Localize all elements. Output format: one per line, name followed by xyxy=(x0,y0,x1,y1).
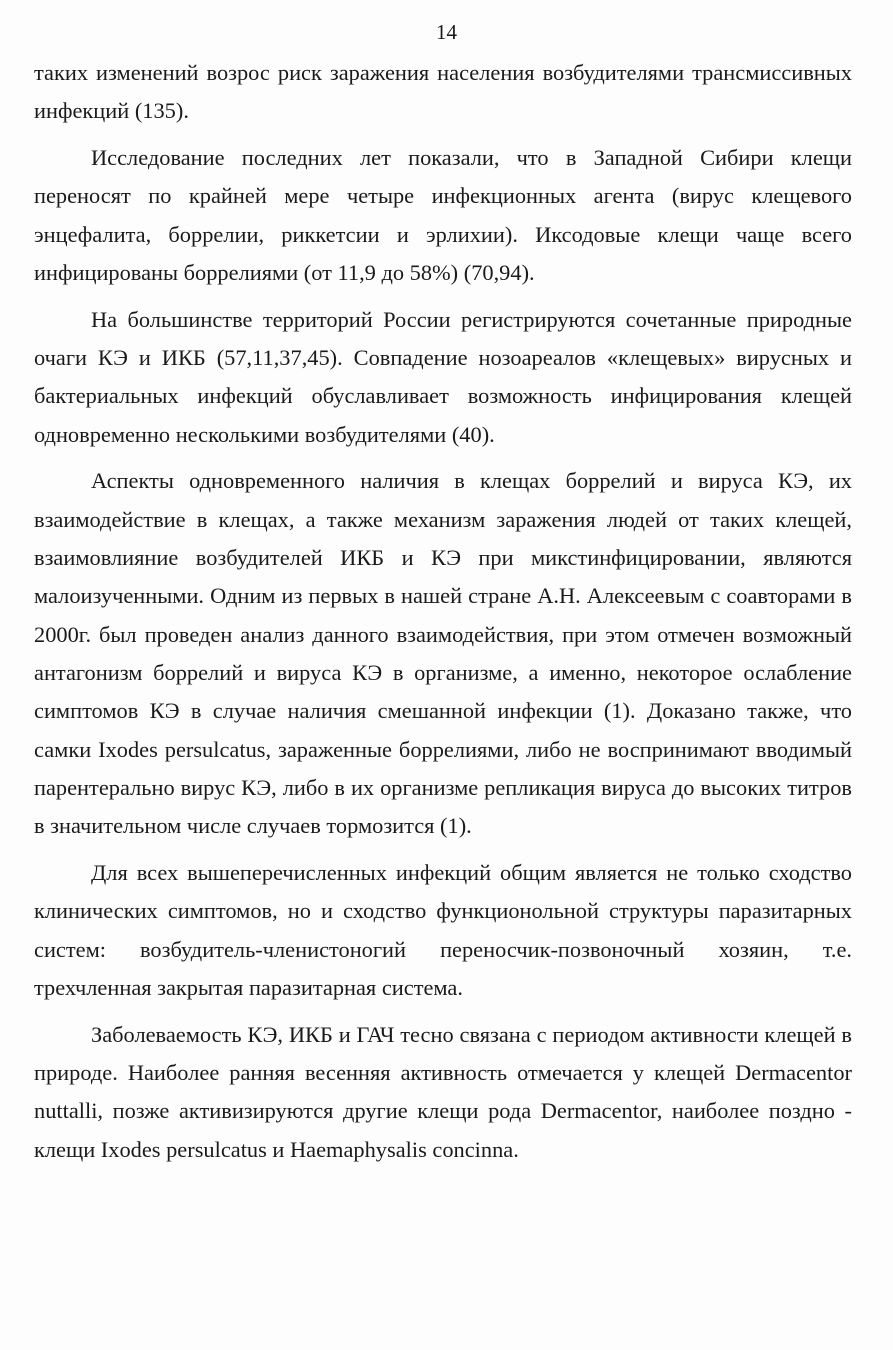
paragraph-tick-activity: Заболеваемость КЭ, ИКБ и ГАЧ тесно связана с периодом активности клещей в природе. Наиболее ранняя весенняя активность отмечается у клещей Dermacentor nuttalli, позже активизируются другие клещи рода Dermacentor, наиболее поздно - клещи Ixodes persulcatus и Haemaphysalis concinna. xyxy=(34,1021,852,1162)
paragraph-combined-foci: На большинстве территорий России регистрируются сочетанные природные очаги КЭ и ИКБ (57,11,37,45). Совпадение нозоареалов «клещевых» вирусных и бактериальных инфекций обуславливает возможность инфицирования клещей одновременно несколькими возбудителями (40). xyxy=(34,306,852,447)
page-number: 14 xyxy=(436,20,457,44)
paragraph-infectious-agents: Исследование последних лет показали, что в Западной Сибири клещи переносят по крайней мере четыре инфекционных агента (вирус клещевого энцефалита, боррелии, риккетсии и эрлихии). Иксодовые клещи чаще всего инфицированы боррелиями (от 11,9 до 58%) (70,94). xyxy=(34,145,852,285)
paragraph-continuation: таких изменений возрос риск заражения населения возбудителями трансмиссивных инфекций (135). xyxy=(34,60,852,124)
paragraph-mixed-infection: Аспекты одновременного наличия в клещах боррелий и вируса КЭ, их взаимодействие в клещах, а также механизм заражения людей от таких клещей, взаимовлияние возбудителей ИКБ и КЭ при микстинфицировании, являются малоизученными. Одним из первых в нашей стране А.Н. Алексеевым с соавторами в 2000г. был проведен анализ данного взаимодействия, при этом отмечен возможный антагонизм боррелий и вируса КЭ в организме, а именно, некоторое ослабление симптомов КЭ в случае наличия смешанной инфекции (1). Доказано также, что самки Ixodes persulcatus, зараженные боррелиями, либо не воспринимают вводимый парентерально вирус КЭ, либо в их организме репликация вируса до высоких титров в значительном числе случаев тормозится (1). xyxy=(34,468,852,839)
body-text xyxy=(34,54,852,1169)
paragraph-parasitic-systems: Для всех вышеперечисленных инфекций общим является не только сходство клинических симптомов, но и сходство функционольной структуры паразитарных систем: возбудитель-членистоногий переносчик-позвоночный хозяин, т.е. трехчленная закрытая паразитарная система. xyxy=(34,859,852,1000)
